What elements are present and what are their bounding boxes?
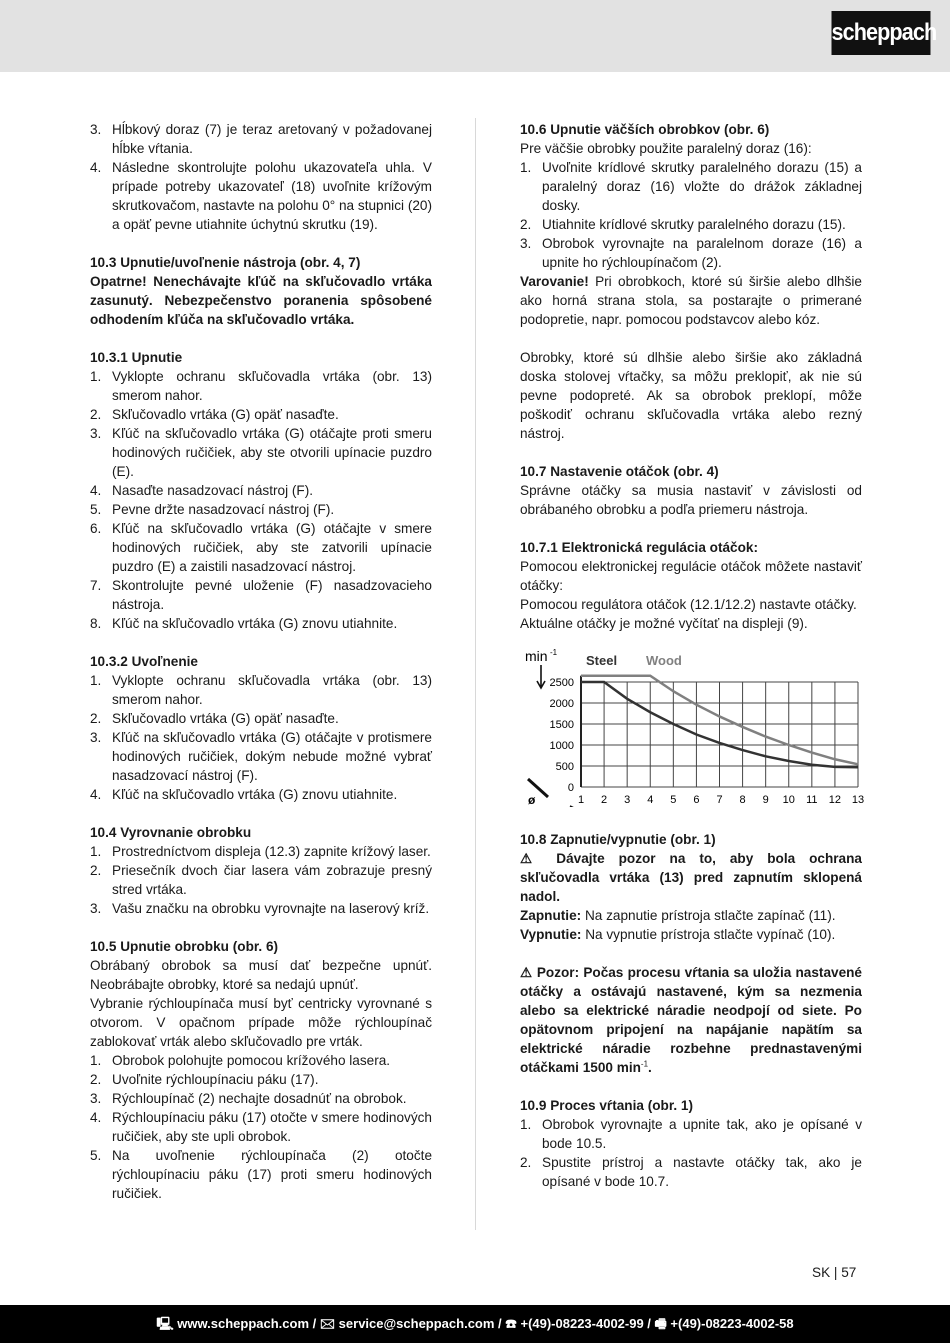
list-text <box>112 576 432 614</box>
list-text <box>112 614 432 633</box>
list-text <box>112 1070 432 1089</box>
legend-steel: Steel <box>586 653 618 668</box>
list-number: 3. <box>90 122 102 137</box>
section-heading <box>90 652 432 671</box>
list-text <box>112 842 432 861</box>
text-run: 10.3.2 Uvoľnenie <box>90 654 198 669</box>
y-tick-label: 0 <box>567 782 574 794</box>
list-number: 4. <box>90 160 102 175</box>
list-text <box>112 367 432 405</box>
text-run: Pomocou regulátora otáčok (12.1/12.2) nastavte otáčky. <box>520 597 857 612</box>
text-run: Skľučovadlo vrtáka (G) opäť nasaďte. <box>112 407 339 422</box>
y-tick-label: 1500 <box>549 719 574 731</box>
text-run: Kľúč na skľučovadlo vrtáka (G) znovu utiahnite. <box>112 616 398 631</box>
list-number: 1. <box>90 844 102 859</box>
section-heading <box>520 462 862 481</box>
text-run: Rýchloupínač (2) nechajte dosadnúť na obrobok. <box>112 1091 407 1106</box>
list-item <box>90 405 432 424</box>
list-text <box>542 234 862 272</box>
list-item <box>90 576 432 614</box>
text-run: 10.7 Nastavenie otáčok (obr. 4) <box>520 464 719 479</box>
section-heading <box>90 348 432 367</box>
paragraph <box>520 348 862 443</box>
footer-contact: 🖳 www.scheppach.com / 🖂 service@scheppach.com / ☎ +(49)-08223-4002-99 / 🖷 +(49)-08223-4002-58 <box>0 1305 950 1343</box>
list-text <box>112 899 432 918</box>
paragraph <box>520 557 862 595</box>
text-run: Vašu značku na obrobku vyrovnajte na laserový kríž. <box>112 901 430 916</box>
list-item <box>90 1051 432 1070</box>
text-run: ⚠ Pozor: Počas procesu vŕtania sa uložia nastavené otáčky a ostávajú nastavené, kým sa nezmenia alebo sa elektrické náradie neodpojí od siete. Po opätovnom pripojení na napájanie napätím sa elektrické náradie rozbehne prednastavenými otáčkami 1500 min <box>520 965 862 1075</box>
list-text <box>112 1146 432 1203</box>
section-heading <box>520 1096 862 1115</box>
section-heading <box>90 823 432 842</box>
list-number: 2. <box>520 1155 532 1170</box>
left-column <box>90 120 432 1203</box>
text-run: Správne otáčky sa musia nastaviť v závislosti od obrábaného obrobku a podľa priemeru nástroja. <box>520 483 862 517</box>
text-run: 10.3 Upnutie/uvoľnenie nástroja (obr. 4, 7) <box>90 255 361 270</box>
right-column <box>520 120 865 1191</box>
list-number: 4. <box>90 483 102 498</box>
list-item <box>520 215 862 234</box>
paragraph <box>520 139 862 158</box>
text-run: Zapnutie: <box>520 908 582 923</box>
list-number: 1. <box>90 673 102 688</box>
section-heading <box>90 253 432 272</box>
text-run: ⚠ Dávajte pozor na to, aby bola ochrana skľučovadla vrtáka (13) pred zapnutím sklopená nadol. <box>520 851 862 904</box>
list-number: 2. <box>90 711 102 726</box>
text-run: Aktuálne otáčky je možné vyčítať na displeji (9). <box>520 616 808 631</box>
paragraph <box>520 481 862 519</box>
list-number: 3. <box>90 901 102 916</box>
y-tick-label: 1000 <box>549 740 574 752</box>
text-run: Prostredníctvom displeja (12.3) zapnite krížový laser. <box>112 844 431 859</box>
y-tick-label: 2000 <box>549 698 574 710</box>
text-run: 10.9 Proces vŕtania (obr. 1) <box>520 1098 694 1113</box>
text-run: Na zapnutie prístroja stlačte zapínač (11). <box>581 908 836 923</box>
section-heading <box>520 538 862 557</box>
text-run: Skľučovadlo vrtáka (G) opäť nasaďte. <box>112 711 339 726</box>
text-run: Obrábaný obrobok sa musí dať bezpečne upnúť. Neobrábajte obrobky, ktoré sa nedajú upnúť. <box>90 958 432 992</box>
list-number: 1. <box>90 1053 102 1068</box>
text-run: 10.8 Zapnutie/vypnutie (obr. 1) <box>520 832 716 847</box>
list-item <box>90 1108 432 1146</box>
paragraph <box>90 994 432 1051</box>
list-number: 5. <box>90 1148 102 1163</box>
text-run: Opatrne! Nenechávajte kľúč na skľučovadlo vrtáka zasunutý. Nebezpečenstvo poranenia spôsobené odhodením kľúča na skľučovadlo vrtáka. <box>90 274 432 327</box>
list-text <box>112 728 432 785</box>
text-run: -1 <box>640 1059 649 1069</box>
list-item <box>520 1153 862 1191</box>
list-text <box>112 1089 432 1108</box>
list-item <box>90 1070 432 1089</box>
list-item <box>90 424 432 481</box>
paragraph <box>90 272 432 329</box>
list-number: 5. <box>90 502 102 517</box>
list-number: 4. <box>90 787 102 802</box>
list-item <box>90 120 432 158</box>
text-run: Vybranie rýchloupínača musí byť centricky vyrovnané s otvorom. V opačnom prípade môže rýchloupínač zablokovať vrták alebo skľučovadlo pre vrták. <box>90 996 432 1049</box>
list-item <box>90 614 432 633</box>
text-run: Pri obrobkoch, ktoré sú širšie alebo dlhšie ako horná strana stola, sa postarajte o primerané podopretie, napr. pomocou podstavcov alebo kóz. <box>520 274 862 327</box>
y-tick-label: 2500 <box>549 677 574 689</box>
list-number: 3. <box>90 426 102 441</box>
list-number: 7. <box>90 578 102 593</box>
list-item <box>90 1146 432 1203</box>
text-run: Hĺbkový doraz (7) je teraz aretovaný v požadovanej hĺbke vŕtania. <box>112 122 432 156</box>
list-number: 2. <box>90 1072 102 1087</box>
list-text <box>542 215 862 234</box>
x-tick-label: 2 <box>601 794 608 806</box>
paragraph <box>520 614 862 633</box>
text-run: Na vypnutie prístroja stlačte vypínač (10). <box>581 927 836 942</box>
paragraph <box>520 963 862 1077</box>
text-run: Pevne držte nasadzovací nástroj (F). <box>112 502 335 517</box>
x-tick-label: 7 <box>716 794 723 806</box>
list-item <box>90 861 432 899</box>
text-run: Priesečník dvoch čiar lasera vám zobrazuje presný stred vrtáka. <box>112 863 432 897</box>
list-number: 4. <box>90 1110 102 1125</box>
list-item <box>90 842 432 861</box>
list-text <box>112 785 432 804</box>
scheppach-logo: scheppach <box>832 11 931 55</box>
text-run: Kľúč na skľučovadlo vrtáka (G) otáčajte v smere hodinových ručičiek, aby ste zatvorili upínacie puzdro (E) a zaistili nasadzovací nástroj. <box>112 521 432 574</box>
list-number: 3. <box>520 236 532 251</box>
column-divider <box>475 118 476 1230</box>
list-item <box>90 519 432 576</box>
text-run: 10.7.1 Elektronická regulácia otáčok: <box>520 540 759 555</box>
text-run: Pre väčšie obrobky použite paralelný doraz (16): <box>520 141 812 156</box>
text-run: . <box>648 1060 652 1075</box>
list-number: 8. <box>90 616 102 631</box>
list-item <box>90 158 432 234</box>
section-heading <box>520 830 862 849</box>
text-run: Obrobky, ktoré sú dlhšie alebo širšie ako základná doska stolovej vŕtačky, sa môžu preklopiť, ak nie sú pevne podopreté. Ak sa obrobok preklopí, môže poškodiť ochranu skľučovadla vrtáka alebo rezný nástroj. <box>520 350 862 441</box>
list-number: 2. <box>90 407 102 422</box>
text-run: Vyklopte ochranu skľučovadla vrtáka (obr. 13) smerom nahor. <box>112 673 432 707</box>
list-text <box>112 481 432 500</box>
list-item <box>90 671 432 709</box>
list-number: 2. <box>520 217 532 232</box>
list-item <box>520 158 862 215</box>
list-text <box>112 671 432 709</box>
list-text <box>112 405 432 424</box>
list-number: 1. <box>520 1117 532 1132</box>
paragraph <box>520 595 862 614</box>
list-number: 6. <box>90 521 102 536</box>
down-arrow-icon <box>537 665 545 688</box>
list-text <box>112 424 432 481</box>
list-item <box>90 367 432 405</box>
list-number: 2. <box>90 863 102 878</box>
text-run: Kľúč na skľučovadlo vrtáka (G) znovu utiahnite. <box>112 787 398 802</box>
text-run: Skontrolujte pevné uloženie (F) nasadzovacieho nástroja. <box>112 578 432 612</box>
x-tick-label: 1 <box>577 794 585 806</box>
x-tick-label: 5 <box>670 794 677 806</box>
section-heading <box>520 120 862 139</box>
text-run: Vyklopte ochranu skľučovadla vrtáka (obr. 13) smerom nahor. <box>112 369 432 403</box>
text-run: Kľúč na skľučovadlo vrtáka (G) otáčajte v protismere hodinových ručičiek, dokým nebude možné vybrať nasadzovací nástroj (F). <box>112 730 432 783</box>
x-tick-label: 6 <box>693 794 700 806</box>
text-run: Uvoľnite krídlové skrutky paralelného dorazu (15) a paralelný doraz (16) vložte do drážok základnej dosky. <box>542 160 862 213</box>
text-run: Pomocou elektronickej regulácie otáčok môžete nastaviť otáčky: <box>520 559 862 593</box>
x-tick-label: 13 <box>851 794 865 806</box>
x-tick-label: 3 <box>624 794 631 806</box>
right-arrow-icon <box>555 806 576 807</box>
list-text <box>112 158 432 234</box>
text-run: 10.3.1 Upnutie <box>90 350 183 365</box>
x-axis-label: ø <box>528 793 536 807</box>
text-run: Následne skontrolujte polohu ukazovateľa uhla. V prípade potreby ukazovateľ (18) uvoľnite krížovým skrutkovačom, nastavte na polohu 0° na stupnici (20) a opäť pevne utiahnite úchytnú skrutku (19). <box>112 160 432 232</box>
list-text <box>542 158 862 215</box>
x-tick-label: 11 <box>806 794 818 806</box>
list-item <box>90 899 432 918</box>
text-run: Kľúč na skľučovadlo vrtáka (G) otáčajte proti smeru hodinových ručičiek, aby ste otvorili upínacie puzdro (E). <box>112 426 432 479</box>
x-tick-label: 10 <box>782 794 795 806</box>
text-run: Obrobok polohujte pomocou krížového lasera. <box>112 1053 391 1068</box>
list-text <box>542 1153 862 1191</box>
text-run: Utiahnite krídlové skrutky paralelného dorazu (15). <box>542 217 846 232</box>
paragraph <box>520 849 862 906</box>
list-text <box>112 120 432 158</box>
text-run: Obrobok vyrovnajte na paralelnom doraze (16) a upnite ho rýchloupínačom (2). <box>542 236 862 270</box>
list-text <box>112 519 432 576</box>
list-text <box>112 1108 432 1146</box>
text-run: Varovanie! <box>520 274 589 289</box>
y-axis-label: min <box>525 648 548 664</box>
list-item <box>90 728 432 785</box>
list-number: 1. <box>90 369 102 384</box>
text-run: Nasaďte nasadzovací nástroj (F). <box>112 483 314 498</box>
list-text <box>112 709 432 728</box>
text-run: Uvoľnite rýchloupínaciu páku (17). <box>112 1072 319 1087</box>
x-tick-label: 9 <box>762 794 769 806</box>
paragraph <box>90 956 432 994</box>
text-run: Obrobok vyrovnajte a upnite tak, ako je opísané v bode 10.5. <box>542 1117 862 1151</box>
list-item <box>520 234 862 272</box>
y-axis-label-sup: -1 <box>550 648 558 657</box>
text-run: Vypnutie: <box>520 927 582 942</box>
speed-chart <box>520 647 865 807</box>
paragraph <box>520 906 862 925</box>
list-number: 3. <box>90 1091 102 1106</box>
list-text <box>542 1115 862 1153</box>
text-run: 10.5 Upnutie obrobku (obr. 6) <box>90 939 279 954</box>
y-tick-label: 500 <box>555 761 574 773</box>
list-item <box>520 1115 862 1153</box>
x-tick-label: 12 <box>828 794 842 806</box>
header-bar <box>0 0 950 72</box>
page-number: SK | 57 <box>812 1265 857 1280</box>
list-item <box>90 481 432 500</box>
text-run: Rýchloupínaciu páku (17) otočte v smere hodinových ručičiek, aby ste upli obrobok. <box>112 1110 432 1144</box>
list-text <box>112 861 432 899</box>
section-heading <box>90 937 432 956</box>
list-item <box>90 1089 432 1108</box>
list-number: 1. <box>520 160 532 175</box>
list-item <box>90 785 432 804</box>
list-item <box>90 709 432 728</box>
text-run: 10.4 Vyrovnanie obrobku <box>90 825 252 840</box>
x-tick-label: 4 <box>647 794 654 806</box>
list-number: 3. <box>90 730 102 745</box>
text-run: Na uvoľnenie rýchloupínača (2) otočte rýchloupínaciu páku (17) proti smeru hodinových ručičiek. <box>112 1148 432 1201</box>
legend-wood: Wood <box>646 653 682 668</box>
text-run: 10.6 Upnutie väčších obrobkov (obr. 6) <box>520 122 770 137</box>
paragraph <box>520 272 862 329</box>
list-item <box>90 500 432 519</box>
text-run: Spustite prístroj a nastavte otáčky tak, ako je opísané v bode 10.7. <box>542 1155 862 1189</box>
list-text <box>112 1051 432 1070</box>
x-tick-label: 8 <box>739 794 746 806</box>
paragraph <box>520 925 862 944</box>
list-text <box>112 500 432 519</box>
